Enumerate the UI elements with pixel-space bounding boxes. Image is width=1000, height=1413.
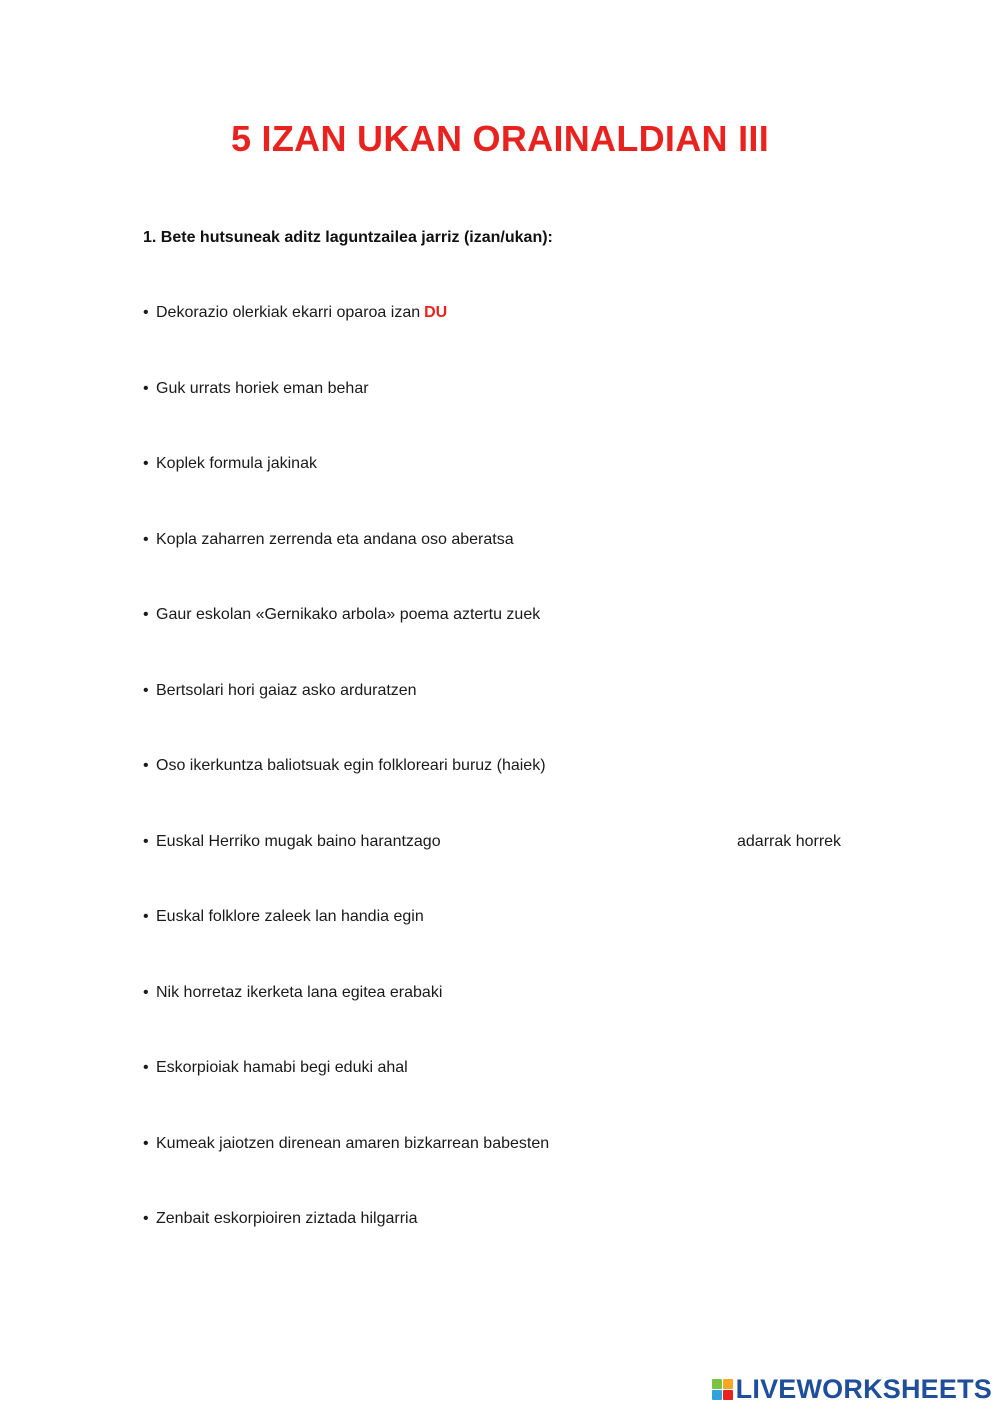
list-item [143,983,903,1059]
list-item [143,605,903,681]
sentence-text: Dekorazio olerkiak ekarri oparoa izan [156,304,421,321]
sentence-text: Euskal Herriko mugak baino harantzago [156,832,441,850]
bullet: • [143,681,149,699]
bullet: • [143,455,149,472]
list-item [143,832,903,908]
list-item [143,907,903,983]
list-item [143,530,903,606]
sentence-text: Kumeak jaiotzen direnean amaren bizkarrean babesten [156,1134,550,1152]
sentence-text: Bertsolari hori gaiaz asko arduratzen [156,681,417,699]
bullet: • [143,908,149,925]
list-item [143,1134,903,1210]
bullet: • [143,757,149,774]
list-item [143,303,903,379]
list-item [143,454,903,530]
sentence-text: Koplek formula jakinak [156,455,317,472]
bullet: • [143,1134,149,1152]
sentence-text: Gaur eskolan «Gernikako arbola» poema aztertu zuek [156,606,541,623]
bullet: • [143,606,149,623]
bullet: • [143,1210,149,1227]
bullet: • [143,379,149,397]
page-title: 5 IZAN UKAN ORAINALDIAN III [230,118,770,159]
sentence-tail: adarrak horrek [737,832,842,850]
liveworksheets-logo-icon [712,1379,733,1400]
sentence-text: Eskorpioiak hamabi begi eduki ahal [156,1059,408,1076]
sentence-text: Nik horretaz ikerketa lana egitea erabaki [156,983,443,1001]
sentence-text: Oso ikerkuntza baliotsuak egin folkloreari buruz (haiek) [156,757,546,774]
logo-text: LIVEWORKSHEETS [735,1374,992,1404]
bullet: • [143,832,149,850]
list-item [143,379,903,455]
list-item [143,1058,903,1134]
list-item [143,681,903,757]
list-item [143,756,903,832]
liveworksheets-logo[interactable] [712,1374,992,1405]
exercise-instruction: 1. Bete hutsuneak aditz laguntzailea jarriz (izan/ukan): [143,229,553,246]
sentence-text: Zenbait eskorpioiren ziztada hilgarria [156,1210,418,1227]
bullet: • [143,983,149,1001]
sentence-text: Guk urrats horiek eman behar [156,379,369,397]
bullet: • [143,1059,149,1076]
answer-text: DU [424,304,448,321]
exercise-list [143,303,903,1285]
sentence-text: Kopla zaharren zerrenda eta andana oso aberatsa [156,530,514,548]
bullet: • [143,304,149,321]
bullet: • [143,530,149,548]
list-item [143,1209,903,1285]
sentence-text: Euskal folklore zaleek lan handia egin [156,908,424,925]
